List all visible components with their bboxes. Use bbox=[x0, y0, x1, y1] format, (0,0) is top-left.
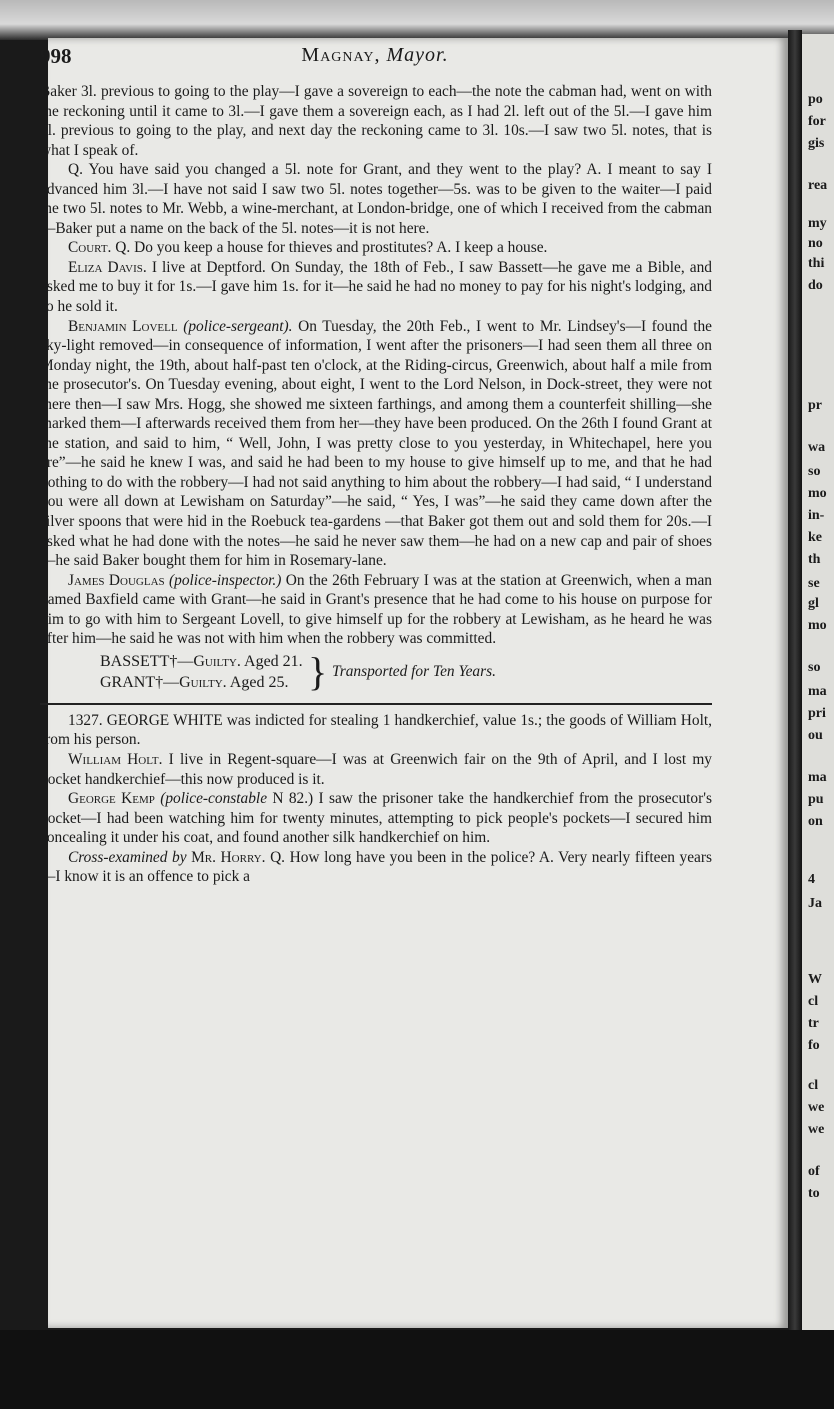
adjacent-page-fragment: gl bbox=[808, 596, 819, 611]
adjacent-page-fragment: mo bbox=[808, 618, 827, 633]
paragraph bbox=[40, 258, 712, 317]
adjacent-page-fragment: do bbox=[808, 278, 823, 293]
sentence-text: Transported for Ten Years. bbox=[332, 662, 496, 680]
testimony-text: On Tuesday, the 20th Feb., I went to Mr. Lindsey's—I found the sky-light removed—in consequence of information, I went after the prisoners—I had seen them all three on Monday night, the 19th, about half-past ten o'clock, at the Riding-circus, Greenwich, about half a mile from the prosecutor's. On Tuesday evening, about eight, I went to the Lord Nelson, in Dock-street, they were not there then—I saw Mrs. Hogg, she showed me sixteen farthings, and among them a counterfeit shilling—she marked them—I afterwards received them from her—they have been produced. On the 26th I found Grant at the station, and said to him, “ Well, John, I was pretty close to you yesterday, in Whitechapel, here you are”—he said he knew I was, and said he had been to my house to give himself up to me, and that he had nothing to do with the robbery—I had not said anything to him about the robbery—I had said, “ I understand you were all down at Lewisham on Saturday”—he said, “ Yes, I was”—he said they came down after the silver spoons that were hid in the Roebuck tea-gardens —that Baker got them out and sold them for 20s.—I asked what he had done with the notes—he said he never saw them—he had on a new cap and pair of shoes—he said Baker bought them for him in Rosemary-lane. bbox=[40, 317, 712, 570]
verdict-lines bbox=[100, 651, 303, 693]
adjacent-page-fragment: Ja bbox=[808, 896, 822, 911]
cross-exam-label: Cross-examined by bbox=[68, 848, 187, 866]
witness-role: (police-inspector.) bbox=[169, 571, 282, 589]
witness-role: (police-sergeant). bbox=[183, 317, 293, 335]
indictment-text: GEORGE WHITE was indicted for stealing 1 handkerchief, value 1s.; the goods of William Holt, from his person. bbox=[40, 711, 712, 749]
adjacent-page-fragment: we bbox=[808, 1122, 825, 1137]
paragraph: Baker 3l. previous to going to the play—I gave a sovereign to each—the note the cabman had, went on with the reckoning until it came to 3l.—I gave them a sovereign each, as I had 2l. left out of the 5l.—I gave him 3l. previous to going to the play, and next day the reckoning came to 3l. 10s.—I saw two 5l. notes, that is what I speak of. bbox=[40, 83, 712, 159]
witness-name: Benjamin Lovell bbox=[68, 317, 178, 335]
book-gutter bbox=[788, 30, 802, 1340]
adjacent-page-fragment: fo bbox=[808, 1038, 820, 1053]
prisoner-age: Aged 21. bbox=[244, 652, 303, 670]
paragraph bbox=[40, 571, 712, 649]
running-head-name: Magnay, bbox=[301, 44, 381, 66]
adjacent-page-fragment: ma bbox=[808, 770, 827, 785]
adjacent-page-fragment: th bbox=[808, 552, 821, 567]
adjacent-page-fragment: ma bbox=[808, 684, 827, 699]
adjacent-page-fragment: ou bbox=[808, 728, 823, 743]
adjacent-page-fragment: so bbox=[808, 660, 821, 675]
adjacent-page-fragment: pr bbox=[808, 398, 822, 413]
witness-name: James Douglas bbox=[68, 571, 165, 589]
testimony-text: I live at Deptford. On Sunday, the 18th of Feb., I saw Bassett—he gave me a Bible, and asked me to buy it for 1s.—I gave him 1s. for it—he said he had no money to pay for his night's lodging, and so he sold it. bbox=[40, 258, 712, 316]
verdict-line bbox=[100, 672, 303, 693]
prisoner-name: BASSETT†— bbox=[100, 652, 194, 670]
testimony-text: Q. How long have you been in the police? A. Very nearly fifteen years—I know it is an offence to pick a bbox=[40, 848, 713, 886]
testimony-text: On the 26th February I was at the station at Greenwich, when a man named Baxfield came with Grant—he said in Grant's presence that he had come to his house on purpose for him to go with him to Sergeant Lovell, to give himself up for the robbery at Lewisham, as he heard he was after him—he said he was not with him when the robbery was committed. bbox=[40, 571, 712, 648]
adjacent-page-fragment: to bbox=[808, 1186, 820, 1201]
paragraph bbox=[40, 238, 712, 258]
adjacent-page-fragment: pri bbox=[808, 706, 826, 721]
scan-top-edge bbox=[0, 0, 834, 40]
adjacent-page-fragment: pu bbox=[808, 792, 824, 807]
paragraph bbox=[40, 750, 712, 789]
case-number: 1327. bbox=[68, 711, 103, 729]
adjacent-page-fragment: 4 bbox=[808, 872, 815, 887]
paragraph bbox=[40, 711, 712, 750]
adjacent-page-fragment: se bbox=[808, 576, 820, 591]
verdict-block bbox=[40, 648, 712, 697]
page-number: 998 bbox=[40, 44, 72, 68]
witness-name: Eliza Davis. bbox=[68, 258, 147, 276]
badge-number: N 82.) bbox=[272, 790, 314, 808]
running-head-title: Mayor. bbox=[386, 44, 449, 66]
adjacent-page-fragment: of bbox=[808, 1164, 820, 1179]
brace-icon: } bbox=[308, 648, 328, 694]
paragraph bbox=[40, 789, 712, 848]
testimony-text: I live in Regent-square—I was at Greenwich fair on the 9th of April, and I lost my pocket handkerchief—this now produced is it. bbox=[40, 750, 712, 788]
adjacent-page-fragment: cl bbox=[808, 994, 819, 1009]
verdict-line bbox=[100, 651, 303, 672]
prisoner-name: GRANT†— bbox=[100, 673, 180, 691]
prisoner-age: Aged 25. bbox=[229, 673, 289, 691]
adjacent-page-fragment: no bbox=[808, 236, 823, 251]
adjacent-page-fragment: cl bbox=[808, 1078, 819, 1093]
adjacent-page-fragment: W bbox=[808, 972, 822, 987]
adjacent-page-fragment: in- bbox=[808, 508, 825, 523]
adjacent-page-fragment: tr bbox=[808, 1016, 819, 1031]
adjacent-page-fragment: po bbox=[808, 92, 823, 107]
adjacent-page-fragment: so bbox=[808, 464, 821, 479]
adjacent-page-fragment: on bbox=[808, 814, 823, 829]
scan-bottom-edge bbox=[0, 1330, 834, 1409]
witness-role: (police-constable bbox=[160, 790, 268, 808]
running-head bbox=[40, 44, 710, 67]
adjacent-page-fragment: mo bbox=[808, 486, 827, 501]
paragraph bbox=[40, 317, 712, 571]
adjacent-page-fragment: wa bbox=[808, 440, 826, 455]
verdict-word: Guilty. bbox=[179, 673, 227, 691]
witness-name: George Kemp bbox=[68, 790, 155, 808]
adjacent-page-fragment: my bbox=[808, 216, 827, 231]
adjacent-page-fragment: rea bbox=[808, 178, 828, 193]
adjacent-page-fragment: gis bbox=[808, 136, 825, 151]
adjacent-page-fragment: we bbox=[808, 1100, 825, 1115]
page-body bbox=[40, 82, 712, 887]
verdict-word: Guilty. bbox=[193, 652, 241, 670]
witness-name: William Holt. bbox=[68, 750, 163, 768]
counsel-name: Mr. Horry. bbox=[191, 848, 266, 866]
adjacent-page-fragment: for bbox=[808, 114, 826, 129]
case-divider bbox=[40, 703, 712, 705]
paragraph: Q. You have said you changed a 5l. note for Grant, and they went to the play? A. I meant to say I advanced him 3l.—I have not said I saw two 5l. notes together—5s. was to be given to the waiter—I paid the two 5l. notes to Mr. Webb, a wine-merchant, at London-bridge, one of which I received from the cabman—Baker put a name on the back of the 5l. notes—it is not here. bbox=[40, 161, 712, 237]
page-header bbox=[40, 44, 710, 72]
paragraph bbox=[40, 848, 712, 887]
speaker-label: Court. bbox=[68, 239, 112, 257]
adjacent-page-fragment: ke bbox=[808, 530, 822, 545]
testimony-text: Q. Do you keep a house for thieves and prostitutes? A. I keep a house. bbox=[115, 239, 548, 257]
adjacent-page-fragment: thi bbox=[808, 256, 825, 271]
testimony-text: I saw the prisoner take the handkerchief from the prosecutor's pocket—I had been watching him for twenty minutes, attempting to pick people's pockets—I secured him concealing it under his coat, and found another silk handkerchief on him. bbox=[40, 790, 712, 847]
adjacent-page-edge bbox=[802, 34, 834, 1334]
